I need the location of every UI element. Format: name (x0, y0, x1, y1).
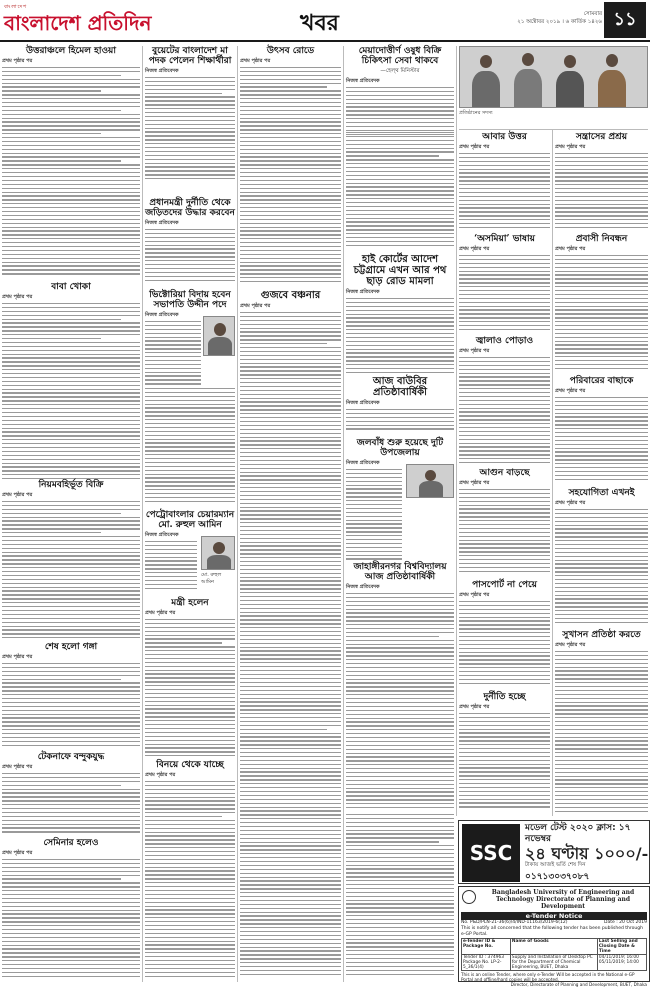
article (240, 682, 341, 982)
byline: নিজস্ব প্রতিবেদক (346, 460, 380, 466)
article (2, 642, 140, 750)
column-header: e-Tender ID & Package No. (462, 939, 511, 955)
byline: প্রথম পৃষ্ঠার পর (240, 58, 271, 64)
article (346, 438, 454, 560)
news-photo (406, 464, 454, 498)
byline: প্রথম পৃষ্ঠার পর (459, 592, 490, 598)
dateline (490, 10, 602, 26)
table-cell: Supply and Installation of Desktop PC for the Department of Chemical Engineering, BUET, Dhaka (510, 955, 597, 971)
headline: প্রধানমন্ত্রী দুর্নীতি থেকে জড়িতদের উদ্ধার করবেন (145, 198, 235, 218)
ssc-phone: ০১৭১৩০৩৭০৮৭ (525, 872, 590, 882)
headline: দুর্নীতি হচ্ছে (483, 692, 526, 702)
headline: জলবাঁধ শুরু হয়েছে দুটি উপজেলায় (356, 438, 444, 458)
headline: সুখাসন প্রতিষ্ঠা করতে (562, 630, 641, 640)
byline: প্রথম পৃষ্ঠার পর (2, 294, 33, 300)
headline: উৎসব রোডে (266, 46, 315, 56)
tender-intro: This is notify all concerned that the following tender has been published through e-GP Portal. (461, 926, 643, 937)
photo-caption: প্রতিষ্ঠানের সদস্য (459, 110, 493, 116)
article (346, 132, 454, 252)
headline: সেমিনার হলেও (43, 838, 99, 848)
portrait-photo (203, 316, 235, 356)
headline: শেষ হলো গঙ্গা (44, 642, 98, 652)
article (555, 234, 648, 374)
byline: প্রথম পৃষ্ঠার পর (459, 144, 490, 150)
headline: আবার উত্তর (482, 132, 527, 142)
ssc-note: টাকায় আজই ভর্তি শেষ দিন (525, 862, 586, 868)
byline: নিজস্ব প্রতিবেদক (145, 312, 179, 318)
masthead (0, 0, 650, 42)
article (2, 838, 140, 982)
tender-reference: No. P&D/PLN-21-36(6)/4/IND-11163/2019-6(12) (461, 920, 568, 925)
headline: পাসপোর্ট না পেয়ে (472, 580, 537, 590)
byline: প্রথম পৃষ্ঠার পর (2, 654, 33, 660)
portrait-photo (201, 536, 235, 570)
byline: প্রথম পৃষ্ঠার পর (555, 388, 586, 394)
byline: প্রথম পৃষ্ঠার পর (555, 144, 586, 150)
headline: পরিবারের বাছাকে (569, 376, 634, 386)
headline: হাই কোর্টের আদেশ চট্টগ্রামে এখন আর পথ ছাড় রোড মামলা (353, 254, 447, 287)
byline: প্রথম পৃষ্ঠার পর (145, 772, 176, 778)
article (346, 254, 454, 374)
article (145, 46, 235, 196)
byline: নিজস্ব প্রতিবেদক (346, 400, 380, 406)
article (459, 580, 550, 690)
ssc-title: মডেল টেস্ট ২০২০ ক্লাস: ১৭ নভেম্বর (525, 823, 631, 844)
headline: সহযোগিতা এখনই (568, 488, 635, 498)
buet-logo-icon (462, 890, 476, 904)
byline: নিজস্ব প্রতিবেদক (145, 532, 179, 538)
article (459, 336, 550, 466)
article (145, 290, 235, 386)
table-header-row (462, 939, 647, 955)
headline: নিয়মবহির্ভূত বিক্রি (38, 480, 104, 490)
column-rule (343, 46, 344, 982)
photo-caption: মো. রুহুল আমিন (201, 572, 222, 585)
headline: বাবা খোকা (51, 282, 91, 292)
column-header: Last Selling and Closing Date & Time (597, 939, 646, 955)
byline: প্রথম পৃষ্ঠার পর (2, 492, 33, 498)
byline: প্রথম পৃষ্ঠার পর (459, 246, 490, 252)
weekday: সোমবার (583, 11, 602, 17)
ssc-badge: SSC (462, 824, 520, 882)
byline: প্রথম পৃষ্ঠার পর (145, 610, 176, 616)
table-cell: Tender ID : 374963 Package No. LP-2-5_36/1(4) (462, 955, 511, 971)
article (459, 234, 550, 334)
article (2, 752, 140, 836)
article (145, 388, 235, 508)
tender-note: This is an online Tender, where only e-Tender Will be accepted in the National e-GP Portal and offline/hard copies will be accepted. (461, 972, 635, 982)
tender-banner: e-Tender Notice (461, 912, 647, 920)
headline: প্রবাসী নিবন্ধন (575, 234, 628, 244)
ssc-fee: ২৪ ঘণ্টায় ১০০০/- (525, 844, 649, 863)
headline: টেকনাফে বন্দুকযুদ্ধ (37, 752, 105, 762)
article (459, 132, 550, 232)
headline: আগুন বাড়ছে (479, 468, 530, 478)
article (346, 562, 454, 812)
byline: নিজস্ব প্রতিবেদক (346, 584, 380, 590)
headline: বুয়েটের বাংলাদেশ মা পদক পেলেন শিক্ষার্থীরা (148, 46, 232, 66)
headline: জাহাঙ্গীরনগর বিশ্ববিদ্যালয় আজ প্রতিষ্ঠাবার্ষিকী (353, 562, 447, 582)
byline: নিজস্ব প্রতিবেদক (346, 289, 380, 295)
headline: উত্তরাঞ্চলে হিমেল হাওয়া (26, 46, 116, 56)
byline: নিজস্ব প্রতিবেদক (346, 78, 380, 84)
section-title: খবর (300, 10, 339, 36)
page-number: ১১ (604, 2, 646, 38)
column-rule (142, 46, 143, 982)
column-rule (552, 130, 553, 816)
subheadline: —হেল্থ মিনিস্টার (380, 68, 420, 74)
byline: নিজস্ব প্রতিবেদক (145, 220, 179, 226)
headline: জ্বালাও পোড়াও (475, 336, 534, 346)
byline: প্রথম পৃষ্ঠার পর (555, 246, 586, 252)
tender-table (461, 938, 647, 971)
headline: গুজবে বঞ্চনার (260, 290, 321, 301)
news-photo (459, 46, 648, 108)
article (555, 488, 648, 628)
article (346, 376, 454, 436)
byline: প্রথম পৃষ্ঠার পর (555, 500, 586, 506)
column-header: Name of Goods (510, 939, 597, 955)
ssc-advertisement (458, 820, 650, 884)
article (346, 814, 454, 982)
brand-tag: বাংলাদেশ (4, 4, 28, 10)
byline: প্রথম পৃষ্ঠার পর (2, 58, 33, 64)
brand-name: বাংলাদেশ প্রতিদিন (4, 11, 152, 35)
headline: পেট্রোবাংলার চেয়ারম্যান মো. রুহুল আমিন (145, 510, 235, 530)
headline: মন্ত্রী হলেন (171, 598, 209, 608)
article (145, 598, 235, 758)
article (2, 282, 140, 478)
article (240, 290, 341, 680)
tender-signature: Director, Directorate of Planning and Development, BUET, Dhaka (510, 982, 647, 987)
byline: প্রথম পৃষ্ঠার পর (2, 850, 33, 856)
byline: প্রথম পৃষ্ঠার পর (555, 642, 586, 648)
byline: নিজস্ব প্রতিবেদক (145, 68, 179, 74)
article (145, 510, 235, 596)
byline: প্রথম পৃষ্ঠার পর (459, 704, 490, 710)
headline: আজ বাউবির প্রতিষ্ঠাবার্ষিকী (372, 376, 428, 398)
byline: প্রথম পৃষ্ঠার পর (459, 348, 490, 354)
column-rule (456, 46, 457, 816)
article (2, 480, 140, 640)
headline: সন্ত্রাসের প্রশ্রয় (575, 132, 627, 142)
article (346, 46, 454, 130)
headline: বিনয়ে থেকে যাচ্ছে (156, 760, 224, 770)
tender-notice (458, 886, 650, 987)
headline: মেয়াদোত্তীর্ণ ওষুধ বিক্রি চিকিৎসা সেবা থাকবে (358, 46, 442, 66)
byline: প্রথম পৃষ্ঠার পর (240, 303, 271, 309)
byline: প্রথম পৃষ্ঠার পর (459, 480, 490, 486)
table-cell: 04/11/2019; 16:00 05/11/2019; 14:00 (597, 955, 646, 971)
tender-organization: Bangladesh University of Engineering and Technology Directorate of Planning and Development (491, 889, 635, 910)
tender-date: Date : 20 Oct 2019 (604, 920, 647, 925)
article (459, 468, 550, 578)
article (555, 376, 648, 486)
article (459, 692, 550, 816)
article (555, 132, 648, 232)
article (2, 46, 140, 280)
article (240, 46, 341, 288)
section-rule (459, 129, 648, 130)
headline: ভিক্টোরিয়া বিদায় হবেন সভাপতি উদ্দীন পদে (149, 290, 231, 310)
date: ২১ অক্টোবর ২০১৯ । ৬ কার্তিক ১৪২৬ (517, 19, 602, 25)
headline: ‘অসমিয়া’ ভাষায় (474, 234, 535, 244)
table-row (462, 955, 647, 971)
byline: প্রথম পৃষ্ঠার পর (2, 764, 33, 770)
column-rule (237, 46, 238, 982)
article (145, 198, 235, 288)
article (555, 630, 648, 816)
article (145, 760, 235, 982)
brand (4, 4, 151, 34)
